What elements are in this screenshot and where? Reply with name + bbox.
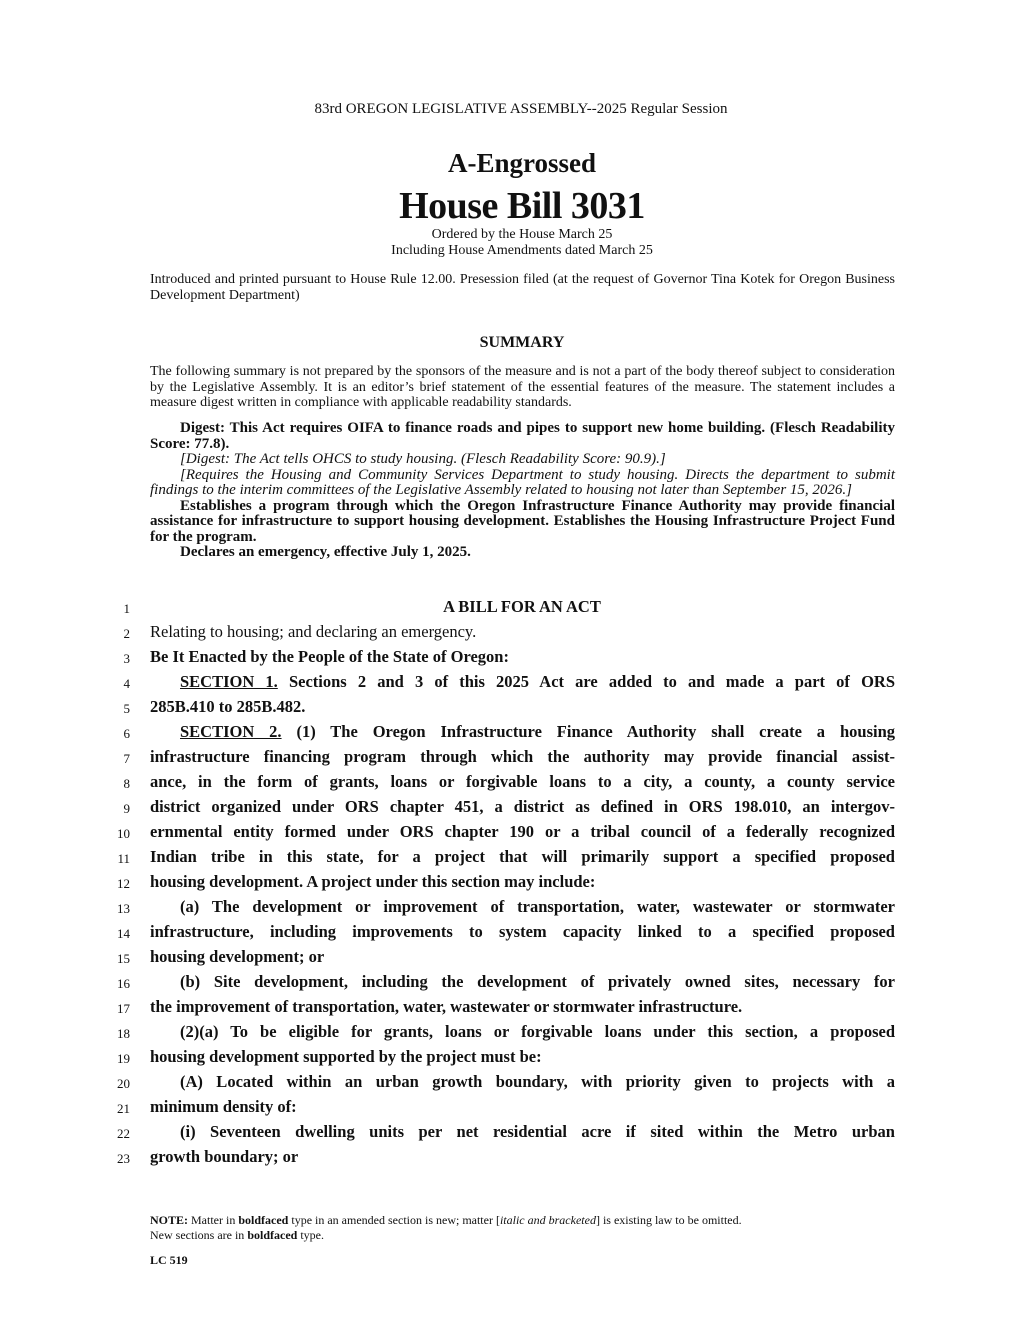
line-number: 12 [117,876,130,891]
line-number: 6 [123,726,130,741]
note-bold: boldfaced [247,1228,298,1242]
digest-old-requires: [Requires the Housing and Community Services Department to study housing. Directs the department to submit findings to the interim committees of the Legislative Assembly related to housing not later than September 15, 2026.] [150,466,895,498]
bill-line [0,671,1024,696]
bill-line [0,696,1024,721]
bill-line [0,721,1024,746]
line-text: housing development; or [150,947,325,966]
line-text: ernmental entity formed under ORS chapter 190 or a tribal council of a federally recognized [150,822,895,841]
bill-line [0,771,1024,796]
bill-line [0,896,1024,921]
digest-new: Digest: This Act requires OIFA to finance roads and pipes to support new home building. (Flesch Readability Score: 77.8). [150,420,895,452]
section-label: SECTION 2. [180,722,282,741]
line-text: ance, in the form of grants, loans or forgivable loans to a city, a county, a county service [150,772,895,791]
bill-line [0,646,1024,671]
line-text: growth boundary; or [150,1147,299,1166]
note-text: New sections are in [150,1228,248,1242]
bill-line [0,1021,1024,1046]
note-italic: italic and bracketed [499,1213,596,1227]
note-text: Matter in [188,1213,239,1227]
digest-old: [Digest: The Act tells OHCS to study housing. (Flesch Readability Score: 90.9).] [180,451,666,467]
bill-line [0,846,1024,871]
bill-line [0,746,1024,771]
note-label: NOTE: [150,1213,189,1227]
line-content: (1) The Oregon Infrastructure Finance Authority shall create a housing [281,722,895,741]
line-number: 2 [123,626,130,641]
including-line: Including House Amendments dated March 25 [391,243,653,258]
digest-establishes: Establishes a program through which the Oregon Infrastructure Finance Authority may provide financial assistance for infrastructure to support housing development. Establishes the Housing Infrastructure Project Fund for the program. [150,497,895,545]
bill-line [0,996,1024,1021]
bill-heading: A BILL FOR AN ACT [443,597,601,616]
bill-line [0,946,1024,971]
enacting-clause: Be It Enacted by the People of the State of Oregon: [150,647,509,666]
line-text: the improvement of transportation, water, wastewater or stormwater infrastructure. [150,997,743,1016]
summary-body: The following summary is not prepared by the sponsors of the measure and is not a part of the body thereof subject to consideration by the Legislative Assembly. It is an editor’s brief statement of the essential features of the measure. The statement includes a measure digest written in compliance with applicable readability standards. [150,364,895,410]
session-header: 83rd OREGON LEGISLATIVE ASSEMBLY--2025 Regular Session [314,101,728,117]
digest-emergency: Declares an emergency, effective July 1, 2025. [180,544,471,560]
line-text: district organized under ORS chapter 451, a district as defined in ORS 198.010, an intergov- [150,797,895,816]
line-text: infrastructure financing program through which the authority may provide financial assist- [150,747,895,766]
note-text: type in an amended section is new; matter [ [288,1213,500,1227]
bill-line [0,1046,1024,1071]
digest-block [150,421,895,561]
bill-line [0,871,1024,896]
line-number: 17 [117,1001,130,1016]
engrossed-label: A-Engrossed [447,148,597,178]
bill-line [0,921,1024,946]
bill-line [0,1096,1024,1121]
line-number: 8 [123,776,130,791]
line-number: 9 [123,801,130,816]
line-text: minimum density of: [150,1097,297,1116]
line-text: Indian tribe in this state, for a project that will primarily support a specified proposed [150,847,895,866]
line-text: housing development. A project under this section may include: [150,872,596,891]
note-line-1 [150,1213,895,1228]
line-number: 4 [123,676,130,691]
line-number: 3 [123,651,130,666]
bill-line [0,821,1024,846]
line-text: (A) Located within an urban growth boundary, with priority given to projects with a [180,1072,895,1091]
line-number: 19 [117,1051,130,1066]
line-number: 7 [123,751,130,766]
line-number: 13 [117,901,130,916]
bill-line [0,1071,1024,1096]
line-text: 285B.410 to 285B.482. [150,697,306,716]
ordered-line: Ordered by the House March 25 [431,227,613,242]
summary-heading: SUMMARY [479,334,565,351]
line-number: 5 [123,701,130,716]
bill-line [0,621,1024,646]
line-number: 22 [117,1126,130,1141]
line-text: (a) The development or improvement of transportation, water, wastewater or stormwater [180,897,895,916]
line-text: (i) Seventeen dwelling units per net residential acre if sited within the Metro urban [180,1122,895,1141]
line-number: 10 [117,826,130,841]
note-line-2 [150,1228,895,1243]
line-number: 16 [117,976,130,991]
introduction-note: Introduced and printed pursuant to House Rule 12.00. Presession filed (at the request of Governor Tina Kotek for Oregon Business Development Department) [150,272,895,303]
note-bold: boldfaced [238,1213,289,1227]
lc-number: LC 519 [150,1253,188,1267]
line-number: 1 [123,601,130,616]
line-number: 11 [117,851,130,866]
line-text [150,672,895,694]
line-text: (2)(a) To be eligible for grants, loans or forgivable loans under this section, a proposed [180,1022,895,1041]
line-text [150,722,895,744]
footer-note [150,1213,895,1243]
line-content: Sections 2 and 3 of this 2025 Act are added to and made a part of ORS [277,672,895,691]
relating-clause: Relating to housing; and declaring an emergency. [150,622,477,641]
bill-line [0,971,1024,996]
section-label: SECTION 1. [180,672,278,691]
line-number: 20 [117,1076,130,1091]
note-text: type. [297,1228,324,1242]
line-number: 21 [117,1101,130,1116]
bill-line [0,596,1024,621]
line-number: 14 [117,926,130,941]
bill-title: House Bill 3031 [399,185,645,227]
note-text: ] is existing law to be omitted. [595,1213,742,1227]
bill-line [0,796,1024,821]
line-text: (b) Site development, including the development of privately owned sites, necessary for [180,972,895,991]
line-number: 18 [117,1026,130,1041]
line-text: infrastructure, including improvements to system capacity linked to a specified proposed [150,922,895,941]
bill-line [0,1146,1024,1171]
line-text: housing development supported by the project must be: [150,1047,542,1066]
bill-line [0,1121,1024,1146]
line-number: 15 [117,951,130,966]
line-number: 23 [117,1151,130,1166]
